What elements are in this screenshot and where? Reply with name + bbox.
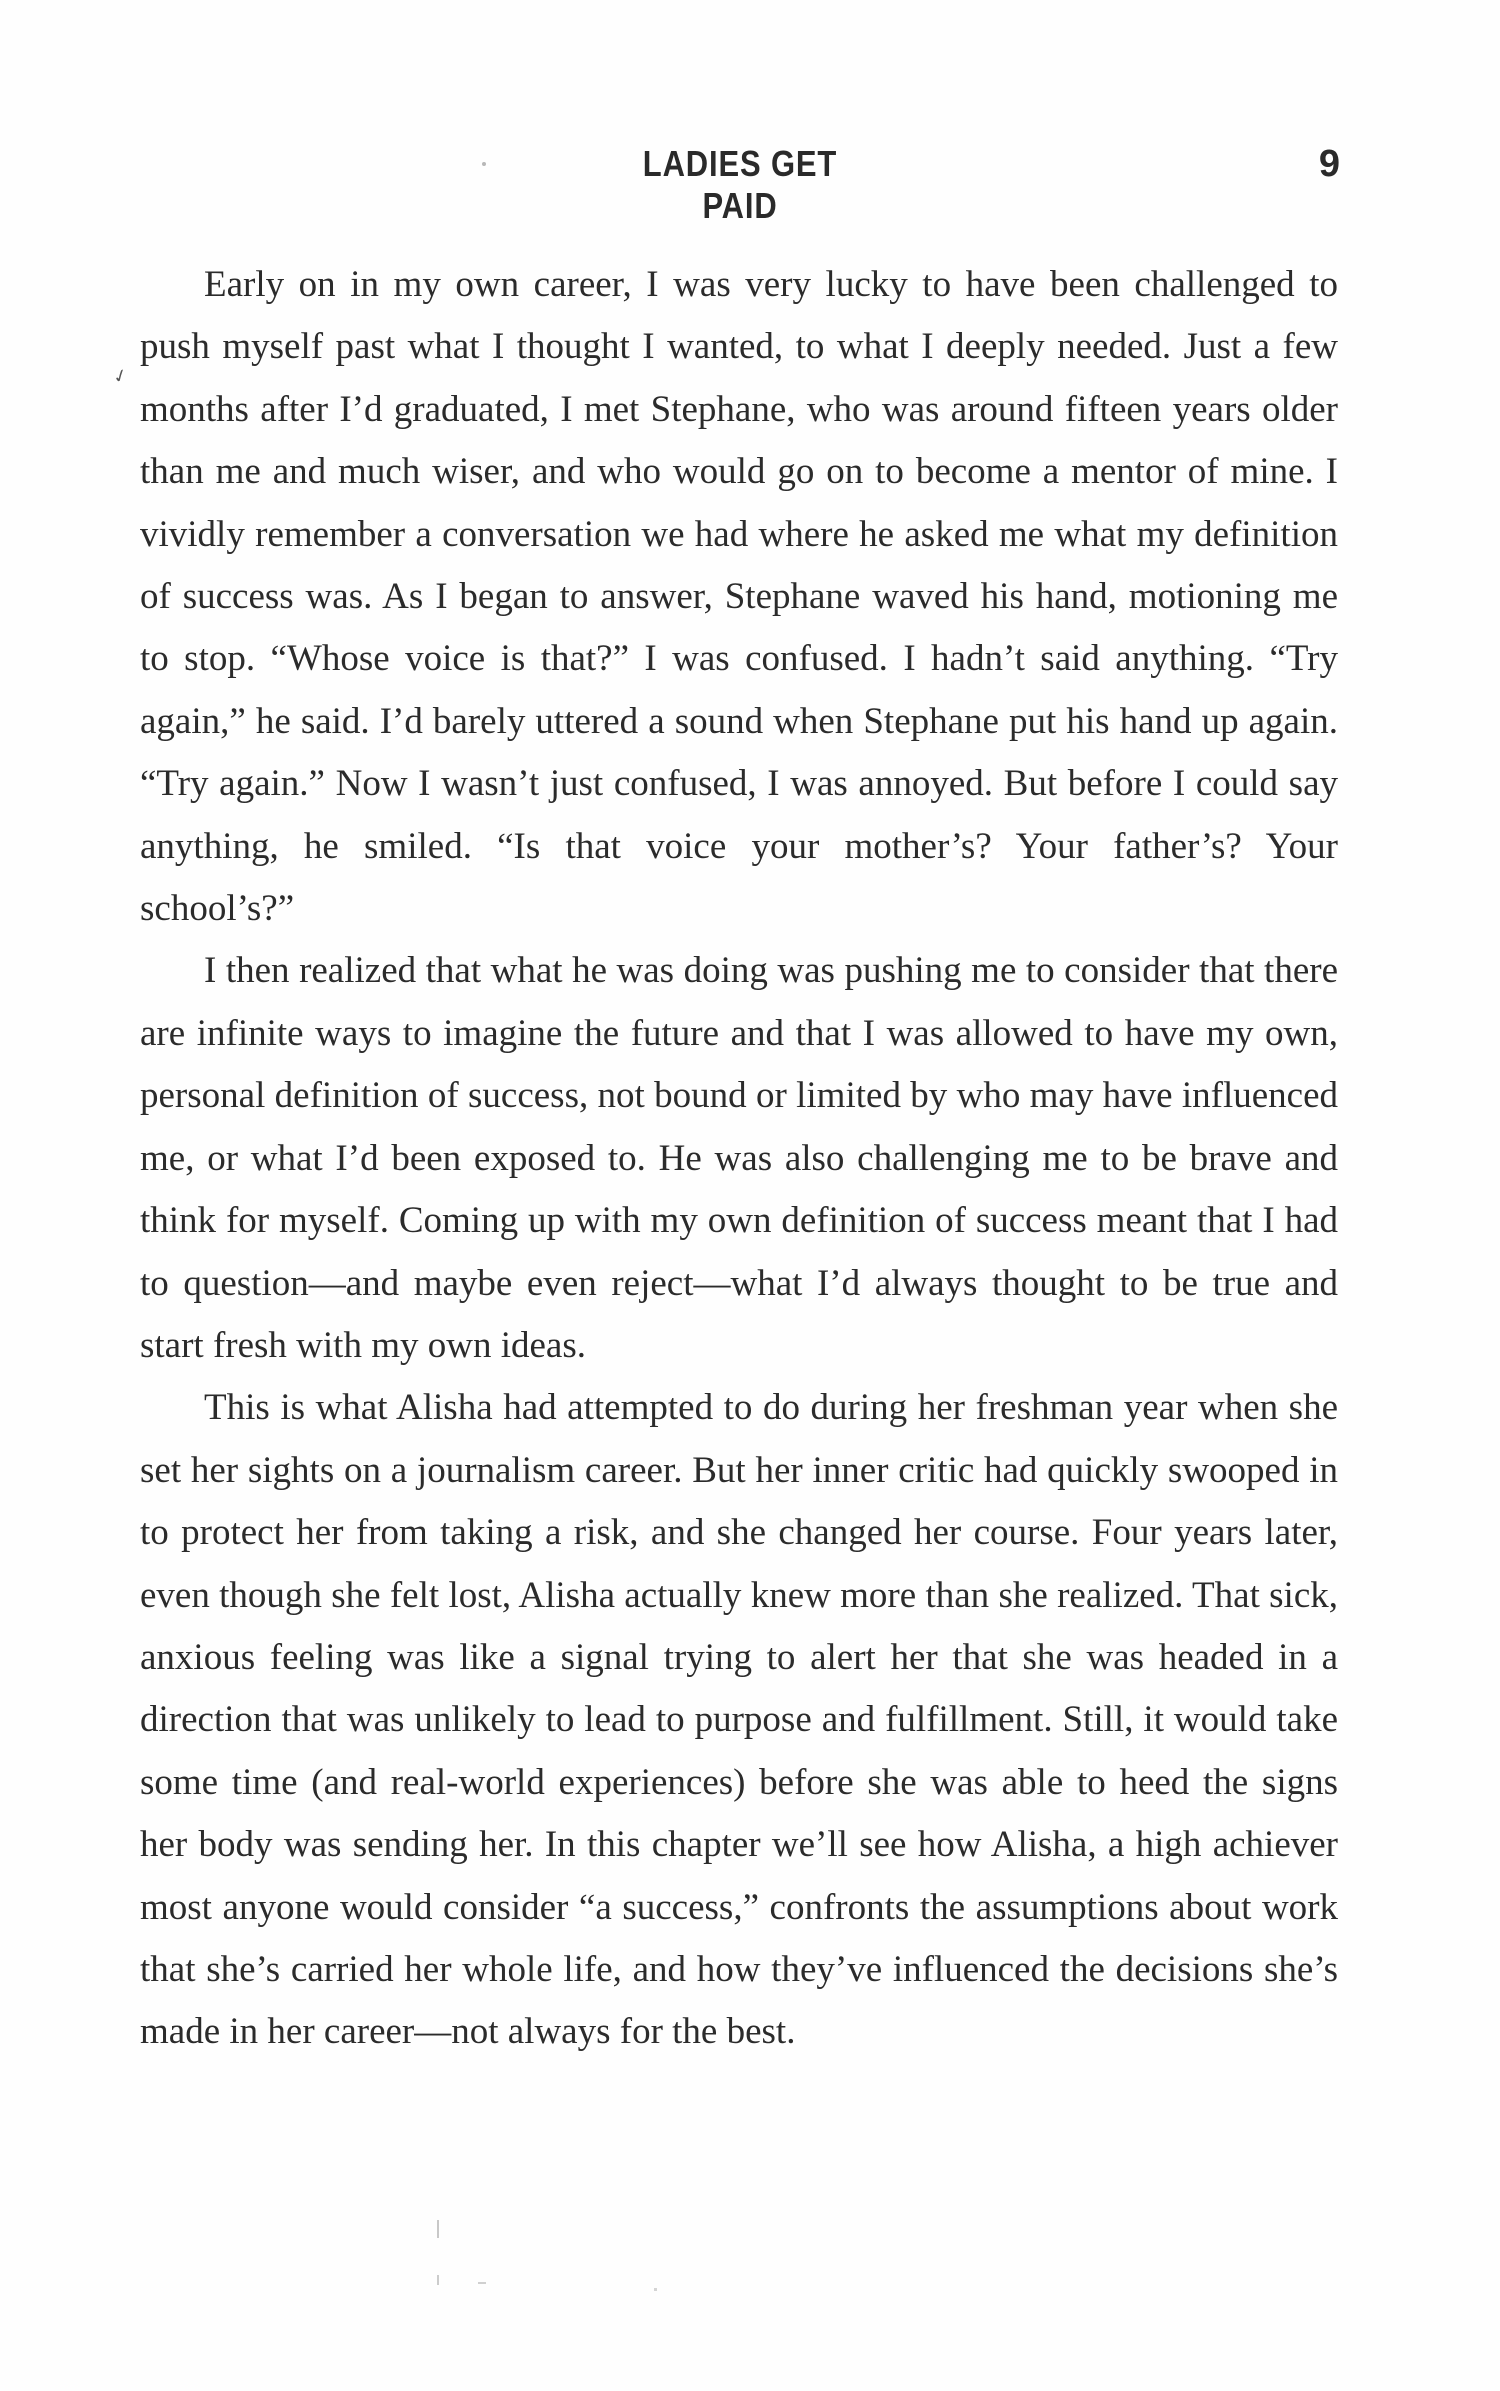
- book-title: LADIES GET PAID: [642, 143, 838, 226]
- body-text: [140, 254, 1338, 2064]
- scan-speck: [437, 2220, 439, 2238]
- scan-speck: [654, 2288, 657, 2291]
- scan-speck: [478, 2282, 486, 2284]
- scan-speck: [437, 2275, 439, 2285]
- scan-speck: [482, 162, 486, 166]
- paragraph: This is what Alisha had attempted to do during her freshman year when she set her sights on a journalism career. But her inner critic had quickly swooped in to protect her from taking a risk, and she changed her course. Four years later, even though she felt lost, Alisha actually knew more than she realized. That sick, anxious feeling was like a signal trying to alert her that she was headed in a direction that was unlikely to lead to purpose and fulfillment. Still, it would take some time (and real-world experiences) before she was able to heed the signs her body was sending her. In this chapter we’ll see how Alisha, a high achiever most anyone would consider “a success,” confronts the assumptions about work that she’s carried her whole life, and how they’ve influenced the decisions she’s made in her career—not always for the best.: [140, 1387, 1338, 2053]
- running-head: [140, 143, 1340, 226]
- page-number: 9: [1318, 143, 1340, 185]
- pencil-check-mark: ✓: [109, 364, 132, 389]
- paragraph: I then realized that what he was doing was pushing me to consider that there are infinite ways to imagine the future and that I was allowed to have my own, personal definition of success, not bound or limited by who may have influenced me, or what I’d been exposed to. He was also challenging me to be brave and think for myself. Coming up with my own definition of success meant that I had to question—and maybe even reject—what I’d always thought to be true and start fresh with my own ideas.: [140, 950, 1338, 1366]
- paragraph: Early on in my own career, I was very lucky to have been challenged to push myself past what I thought I wanted, to what I deeply needed. Just a few months after I’d graduated, I met Stephane, who was around fifteen years older than me and much wiser, and who would go on to become a mentor of mine. I vividly remember a conversation we had where he asked me what my definition of success was. As I began to answer, Stephane waved his hand, motioning me to stop. “Whose voice is that?” I was confused. I hadn’t said anything. “Try again,” he said. I’d barely uttered a sound when Stephane put his hand up again. “Try again.” Now I wasn’t just confused, I was annoyed. But before I could say anything, he smiled. “Is that voice your mother’s? Your father’s? Your school’s?”: [140, 264, 1338, 930]
